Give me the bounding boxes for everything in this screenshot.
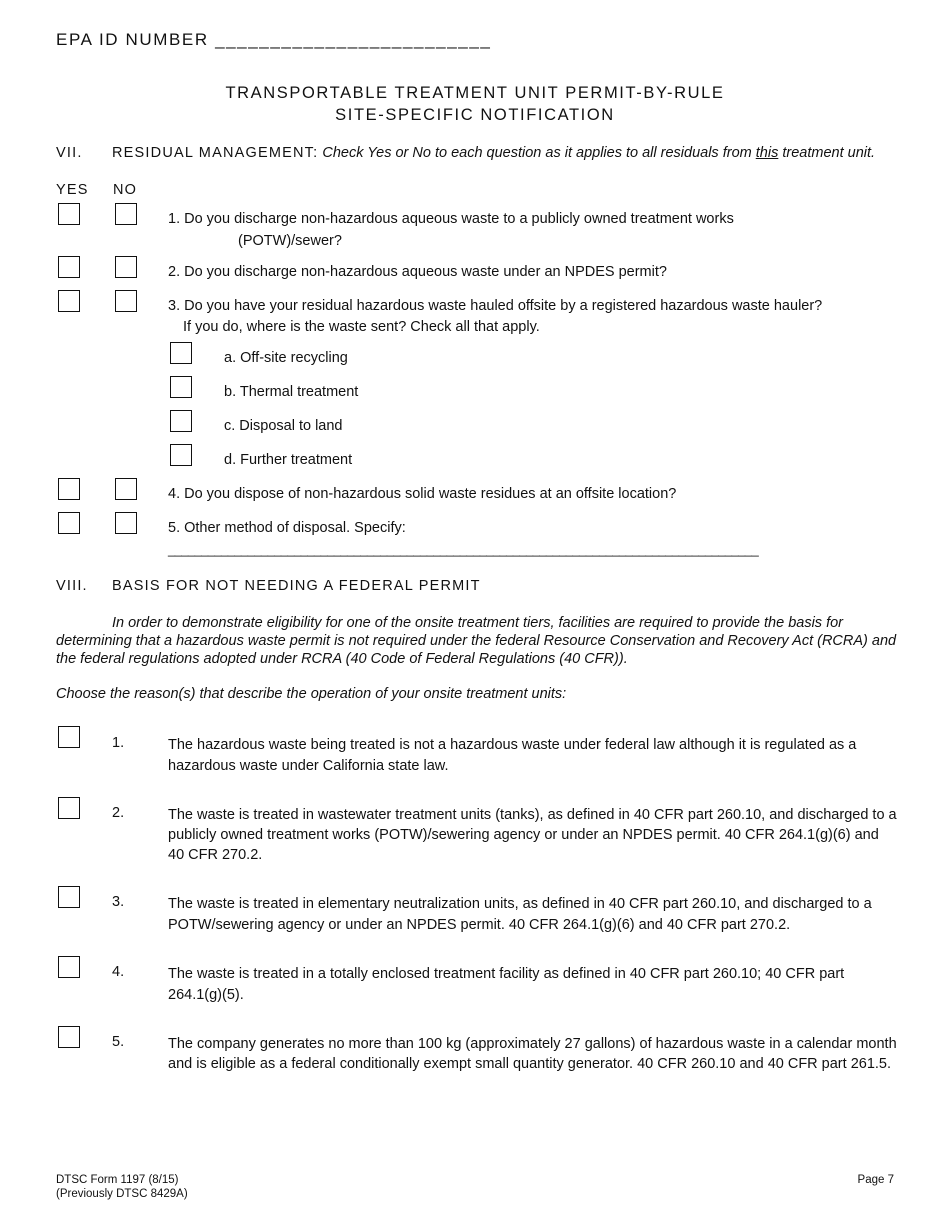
reason1-text: The hazardous waste being treated is not a hazardous waste under federal law although it is regulated as a hazardous waste under California state law. [168,737,857,774]
section8-intro: In order to demonstrate eligibility for one of the onsite treatment tiers, facilities are required to provide the basis for determining that a hazardous waste permit is not required under the federal Resource Conservation and Recovery Act (RCRA) and the federal regulations adopted under RCRA (40 Code of Federal Regulations (40 CFR)). [56,615,897,667]
section8-number: VIII. [56,578,88,594]
reason1-checkbox[interactable] [58,726,80,748]
q4-no-checkbox[interactable] [115,478,137,500]
reason2-number: 2. [112,805,125,821]
q1-text-line1: 1. Do you discharge non-hazardous aqueous waste to a publicly owned treatment works [168,211,734,227]
q3d-checkbox[interactable] [170,444,192,466]
q3-text-line2: If you do, where is the waste sent? Check all that apply. [183,319,540,335]
section7-number: VII. [56,145,83,161]
epa-id-field[interactable]: _________________________ [215,30,492,49]
section8-choose-text: Choose the reason(s) that describe the operation of your onsite treatment units: [56,686,567,702]
form-title-line1: TRANSPORTABLE TREATMENT UNIT PERMIT-BY-RULE [225,84,725,102]
section7-instruction-end: treatment unit. [782,145,876,161]
footer-form-id: DTSC Form 1197 (8/15) [56,1174,179,1186]
no-column-label: NO [113,182,138,198]
form-title-line2: SITE-SPECIFIC NOTIFICATION [335,106,615,124]
q3-text-line1: 3. Do you have your residual hazardous waste hauled offsite by a registered hazardous waste hauler? [168,298,823,314]
section7-instruction-underlined: this [755,145,779,161]
q5-specify-field[interactable]: _________________________________________________________________________________________ [168,542,759,557]
footer-previous-form: (Previously DTSC 8429A) [56,1188,188,1200]
reason4-number: 4. [112,964,125,980]
q3d-text: d. Further treatment [224,452,353,468]
q1-yes-checkbox[interactable] [58,203,80,225]
reason2-text: The waste is treated in wastewater treatment units (tanks), as defined in 40 CFR part 260.10, and discharged to a publicly owned treatment works (POTW)/sewering agency or under an NPDES permit. 40 CFR 264.1(g)(6) and 40 CFR 270.2. [168,807,897,863]
q3-no-checkbox[interactable] [115,290,137,312]
section7-heading: RESIDUAL MANAGEMENT: [112,145,319,161]
epa-id-label-text: EPA ID NUMBER [56,30,209,49]
q3-yes-checkbox[interactable] [58,290,80,312]
footer-page-number: Page 7 [857,1174,894,1186]
q2-no-checkbox[interactable] [115,256,137,278]
q5-text: 5. Other method of disposal. Specify: [168,520,406,536]
q2-text: 2. Do you discharge non-hazardous aqueous waste under an NPDES permit? [168,264,667,280]
reason2-checkbox[interactable] [58,797,80,819]
reason5-text: The company generates no more than 100 kg (approximately 27 gallons) of hazardous waste in a calendar month and is eligible as a federal conditionally exempt small quantity generator. 40 CFR 260.10 and 40 CFR part 261.5. [168,1036,897,1072]
reason4-text: The waste is treated in a totally enclosed treatment facility as defined in 40 CFR part 260.10; 40 CFR part 264.1(g)(5). [168,966,845,1003]
reason3-number: 3. [112,894,125,910]
q5-yes-checkbox[interactable] [58,512,80,534]
q3c-text: c. Disposal to land [224,418,343,434]
reason5-number: 5. [112,1034,125,1050]
q3b-checkbox[interactable] [170,376,192,398]
reason3-checkbox[interactable] [58,886,80,908]
reason5-checkbox[interactable] [58,1026,80,1048]
q3c-checkbox[interactable] [170,410,192,432]
reason4-checkbox[interactable] [58,956,80,978]
q2-yes-checkbox[interactable] [58,256,80,278]
section8-heading: BASIS FOR NOT NEEDING A FEDERAL PERMIT [112,578,481,594]
q3a-text: a. Off-site recycling [224,350,348,366]
reason1-number: 1. [112,735,125,751]
reason3-text: The waste is treated in elementary neutralization units, as defined in 40 CFR part 260.10, and discharged to a POTW/sewering agency or under an NPDES permit. 40 CFR 264.1(g)(6) and 40 CFR part 270.2. [168,896,872,933]
epa-id-label [56,30,491,50]
q4-yes-checkbox[interactable] [58,478,80,500]
section7-instruction: Check Yes or No to each question as it applies to all residuals from [322,145,752,161]
q1-text-line2: (POTW)/sewer? [238,233,342,249]
section7-heading-row [112,145,875,161]
q3a-checkbox[interactable] [170,342,192,364]
q3b-text: b. Thermal treatment [224,384,359,400]
q5-no-checkbox[interactable] [115,512,137,534]
yes-column-label: YES [56,182,89,198]
q4-text: 4. Do you dispose of non-hazardous solid waste residues at an offsite location? [168,486,677,502]
q1-no-checkbox[interactable] [115,203,137,225]
